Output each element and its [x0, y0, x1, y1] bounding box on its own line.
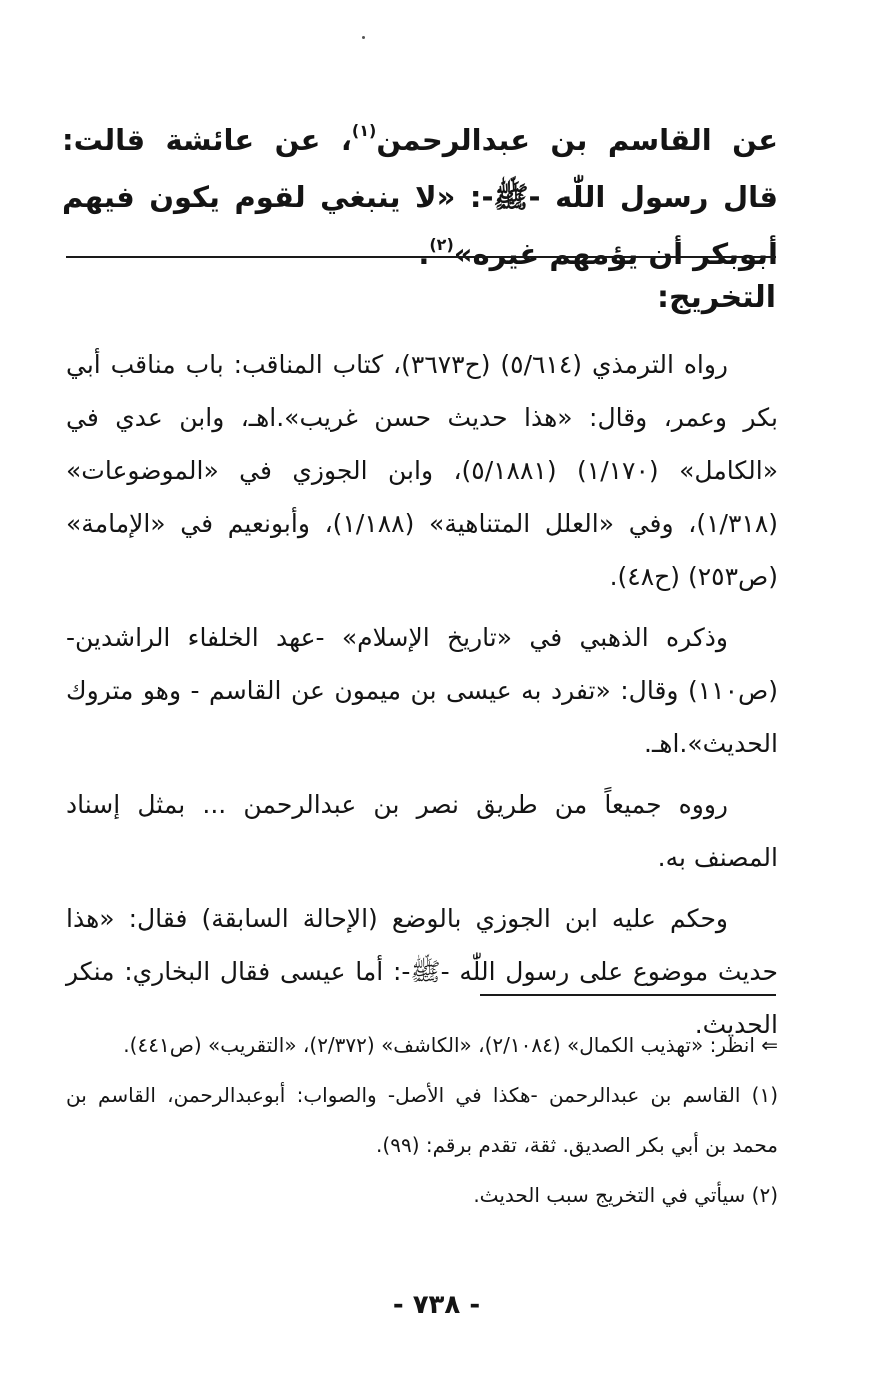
section-divider: [66, 256, 776, 258]
scan-speck: [362, 36, 365, 39]
page-number: - ٧٣٨ -: [392, 1290, 481, 1320]
takhrij-body: [66, 338, 778, 1059]
takhrij-paragraph-2: وذكره الذهبي في «تاريخ الإسلام» -عهد الخلفاء الراشدين- (ص١١٠) وقال: «تفرد به عيسى بن ميمون عن القاسم - وهو متروك الحديث».اهـ.: [66, 623, 778, 758]
footnote-1: (١) القاسم بن عبدالرحمن -هكذا في الأصل- والصواب: أبوعبدالرحمن، القاسم بن محمد بن أبي بكر الصديق. ثقة، تقدم برقم: (٩٩).: [66, 1083, 778, 1157]
hadith-text-end: .: [418, 237, 430, 271]
hadith-text-main: ، عن عائشة قالت: قال رسول اللّٰه -ﷺ-: «لا ينبغي لقوم يكون فيهم أبوبكر أن يؤمهم غيره»: [62, 123, 778, 271]
takhrij-paragraph-4: وحكم عليه ابن الجوزي بالوضع (الإحالة السابقة) فقال: «هذا حديث موضوع على رسول اللّٰه -ﷺ-: أما عيسى فقال البخاري: منكر الحديث.: [66, 904, 778, 1039]
footnote-divider: [480, 994, 776, 996]
footnote-continuation: ⇐ انظر: «تهذيب الكمال» (٢/١٠٨٤)، «الكاشف» (٢/٣٧٢)، «التقريب» (ص٤٤١).: [123, 1033, 778, 1057]
footnotes: [66, 1020, 778, 1220]
section-heading: التخريج:: [657, 280, 776, 315]
hadith-text-start: عن القاسم بن عبدالرحمن: [376, 123, 778, 157]
footnote-marker-2: (٢): [429, 235, 454, 254]
takhrij-paragraph-3: رووه جميعاً من طريق نصر بن عبدالرحمن ... بمثل إسناد المصنف به.: [66, 790, 778, 872]
footnote-2: (٢) سيأتي في التخريج سبب الحديث.: [473, 1183, 778, 1207]
takhrij-paragraph-1: رواه الترمذي (٥/٦١٤) (ح٣٦٧٣)، كتاب المناقب: باب مناقب أبي بكر وعمر، وقال: «هذا حديث حسن غريب».اهـ، وابن عدي في «الكامل» (١/١٧٠) (٥/١٨٨١)، وابن الجوزي في «الموضوعات» (١/٣١٨)، وفي «العلل المتناهية» (١/١٨٨)، وأبونعيم في «الإمامة» (ص٢٥٣) (ح٤٨).: [66, 350, 779, 591]
footnote-marker-1: (١): [351, 121, 377, 140]
